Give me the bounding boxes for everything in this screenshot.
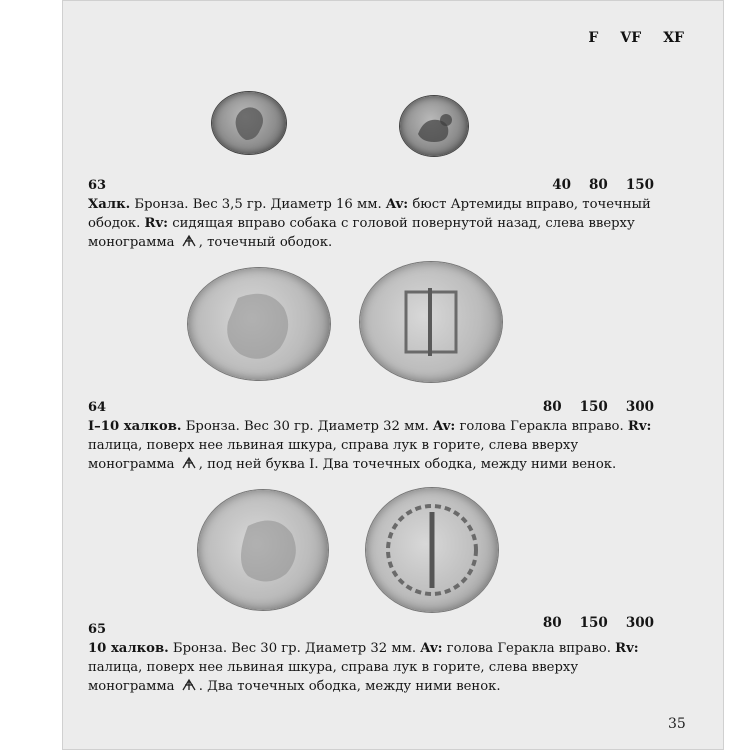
entry-description: Халк. Бронза. Вес 3,5 гр. Диаметр 16 мм. Av: бюст Артемиды вправо, точечный ободок. Rv: сидящая вправо собака с головой повернутой назад, слева вверху монограмма , точечный ободок. <box>88 197 651 250</box>
coin-63-obverse-image <box>212 92 286 154</box>
reverse-label: Rv: <box>144 216 169 231</box>
entry-64 <box>88 398 658 474</box>
price-f: 80 <box>542 399 562 415</box>
obverse-label: Av: <box>433 419 456 434</box>
price-xf: 300 <box>625 615 654 631</box>
price-vf: 150 <box>579 615 608 631</box>
coin-65-obverse-image <box>198 490 328 610</box>
denomination: 10 халков. <box>88 641 169 656</box>
price-f: 40 <box>552 177 572 193</box>
price-xf: 150 <box>625 177 654 193</box>
entry-63 <box>88 176 658 252</box>
denomination: Халк. <box>88 197 131 212</box>
reverse-label: Rv: <box>615 641 639 656</box>
entry-description: 10 халков. Бронза. Вес 30 гр. Диаметр 32 мм. Av: голова Геракла вправо. Rv: палица, поверх нее львиная шкура, справа лук в горите, слева вверху монограмма . Два точечных ободка, между ними венок. <box>88 641 639 694</box>
coin-64-reverse-image <box>360 262 502 382</box>
entry-number: 65 <box>88 622 107 637</box>
grade-header <box>528 30 684 46</box>
catalog-page <box>62 0 724 750</box>
obverse-label: Av: <box>385 197 409 212</box>
price-list <box>543 614 654 633</box>
entry-number: 64 <box>88 400 107 415</box>
reverse-label: Rv: <box>627 419 652 434</box>
entry-description: I–10 халков. Бронза. Вес 30 гр. Диаметр 32 мм. Av: голова Геракла вправо. Rv: палица, поверх нее львиная шкура, справа лук в горите, слева вверху монограмма , под ней буква I. Два точечных ободка, между ними венок. <box>88 419 652 472</box>
price-vf: 80 <box>589 177 608 193</box>
grade-xf: XF <box>663 30 684 46</box>
monogram-icon <box>181 678 197 692</box>
grade-vf: VF <box>620 30 642 46</box>
monogram-icon <box>181 234 197 248</box>
price-xf: 300 <box>625 399 654 415</box>
denomination: I–10 халков. <box>88 419 182 434</box>
obverse-label: Av: <box>420 641 443 656</box>
grade-f: F <box>588 30 599 46</box>
coin-63-reverse-image <box>400 96 468 156</box>
price-f: 80 <box>542 615 562 631</box>
coin-65-reverse-image <box>366 488 498 612</box>
price-vf: 150 <box>579 399 608 415</box>
monogram-icon <box>181 456 197 470</box>
price-list <box>552 176 654 195</box>
page-number: 35 <box>668 716 686 732</box>
entry-65 <box>88 614 658 696</box>
price-list <box>543 398 654 417</box>
entry-number: 63 <box>88 178 107 193</box>
coin-64-obverse-image <box>188 268 330 380</box>
